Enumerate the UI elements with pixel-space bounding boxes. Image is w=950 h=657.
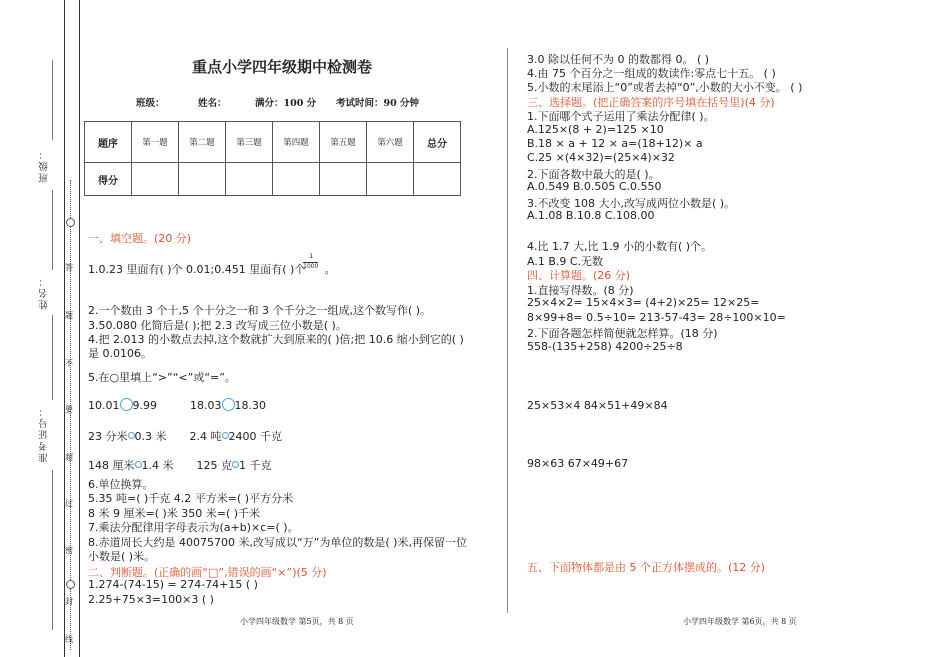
fill-q6-line2: 8 米 9 厘米=( )米 350 米=( )千米 bbox=[88, 507, 261, 520]
score-cell-q5: 第五题 bbox=[320, 122, 367, 163]
section-1-title: 一、填空题。(20 分) bbox=[88, 232, 192, 245]
full-marks: 满分：100 分 bbox=[255, 98, 317, 109]
compare-row-3 bbox=[88, 457, 272, 473]
fill-q6: 6.单位换算。 bbox=[88, 478, 154, 491]
seal-char-5: 超 bbox=[65, 453, 73, 462]
class-label: 班级： bbox=[39, 148, 50, 183]
score-input[interactable] bbox=[132, 163, 179, 196]
seal-char-7: 密 bbox=[65, 546, 73, 555]
fill-q5: 5.在○里填上“>”“<”或“=”。 bbox=[88, 371, 236, 384]
score-input[interactable] bbox=[179, 163, 226, 196]
fill-q1-end: 。 bbox=[324, 263, 336, 276]
judge-q2: 2.25+75×3=100×3 ( ) bbox=[88, 593, 214, 606]
choice-q1-c: C.25 ×(4×32)=(25×4)×32 bbox=[527, 151, 675, 164]
judge-q1: 1.274-(74-15) = 274-74+15 ( ) bbox=[88, 578, 258, 591]
compare-circle[interactable] bbox=[232, 461, 239, 468]
score-cell-label: 题序 bbox=[85, 122, 132, 163]
calc-q2-row3: 98×63 67×49+67 bbox=[527, 457, 629, 470]
compare-right: 0.3 米 bbox=[134, 430, 167, 443]
seal-char-9: 线 bbox=[65, 635, 73, 644]
score-input[interactable] bbox=[320, 163, 367, 196]
fill-q1 bbox=[88, 253, 336, 277]
fill-q8-line1: 8.赤道周长大约是 40075700 米,改写成以“万”为单位的数是( )米,再保留一位 bbox=[88, 536, 467, 549]
choice-q1-a: A.125×(8 + 2)=125 ×10 bbox=[527, 123, 664, 136]
score-cell-q2: 第二题 bbox=[179, 122, 226, 163]
calc-q1: 1.直接写得数。(8 分) bbox=[527, 284, 634, 297]
compare-left: 148 厘米 bbox=[88, 459, 135, 472]
binding-border-line bbox=[64, 0, 65, 657]
fraction-denominator: 1000 bbox=[303, 263, 319, 271]
compare-right: 1 千克 bbox=[239, 459, 272, 472]
choice-q4-options: A.1 B.9 C.无数 bbox=[527, 255, 604, 268]
score-input[interactable] bbox=[226, 163, 273, 196]
class-field: 班级： bbox=[136, 98, 165, 109]
compare-left: 10.01 bbox=[88, 399, 120, 412]
fill-q8-line2: 小数是( )米。 bbox=[88, 550, 156, 563]
compare-right: 2400 千克 bbox=[228, 430, 282, 443]
score-cell-q4: 第四题 bbox=[273, 122, 320, 163]
score-input[interactable] bbox=[367, 163, 414, 196]
compare-row-1 bbox=[88, 398, 266, 412]
calc-q1-row1: 25×4×2= 15×4×3= (4+2)×25= 12×25= bbox=[527, 296, 760, 309]
compare-circle[interactable] bbox=[120, 398, 133, 411]
fraction-numerator: 1 bbox=[309, 253, 314, 261]
section-5-title: 五、下面物体都是由 5 个正方体摆成的。(12 分) bbox=[527, 561, 766, 574]
binding-border-line-inner bbox=[79, 0, 80, 657]
calc-q2-row1: 558-(135+258) 4200÷25÷8 bbox=[527, 340, 683, 353]
fill-q4-line2: 是 0.0106。 bbox=[88, 347, 152, 360]
footer-left: 小学四年级数学 第5页，共 8 页 bbox=[240, 617, 354, 626]
fill-q7: 7.乘法分配律用字母表示为(a+b)×c=( )。 bbox=[88, 521, 299, 534]
exam-no-underline-2 bbox=[52, 470, 53, 630]
fill-q1-text: 1.0.23 里面有( )个 0.01;0.451 里面有( )个 bbox=[88, 263, 306, 276]
seal-char-2: 题 bbox=[65, 311, 73, 320]
seal-hole-bottom bbox=[66, 580, 75, 589]
score-input[interactable] bbox=[273, 163, 320, 196]
compare-right: 9.99 bbox=[132, 399, 157, 412]
score-input[interactable] bbox=[414, 163, 461, 196]
seal-char-1: 答 bbox=[65, 263, 73, 272]
calc-q1-row2: 8×99+8= 0.5÷10= 213-57-43= 28÷100×10= bbox=[527, 311, 786, 324]
score-row-label: 得分 bbox=[85, 163, 132, 196]
seal-char-3: 不 bbox=[65, 359, 73, 368]
fill-q2: 2.一个数由 3 个十,5 个十分之一和 3 个千分之一组成,这个数写作( )。 bbox=[88, 304, 432, 317]
compare-circle[interactable] bbox=[222, 398, 235, 411]
calc-q2: 2.下面各题怎样简便就怎样算。(18 分) bbox=[527, 327, 718, 340]
class-underline bbox=[52, 60, 53, 140]
score-cell-q3: 第三题 bbox=[226, 122, 273, 163]
score-table bbox=[84, 121, 461, 196]
seal-char-6: 过 bbox=[65, 499, 73, 508]
seal-char-8: 封 bbox=[65, 597, 73, 606]
fill-q3: 3.50.080 化简后是( );把 2.3 改写成三位小数是( )。 bbox=[88, 319, 347, 332]
fraction bbox=[303, 253, 318, 270]
choice-q4: 4.比 1.7 大,比 1.9 小的小数有( )个。 bbox=[527, 240, 713, 253]
section-2-title: 二、判断题。(正确的画“□”,错误的画“×”)(5 分) bbox=[88, 566, 327, 579]
choice-q3: 3.不改变 108 大小,改写成两位小数是( )。 bbox=[527, 197, 736, 210]
compare-left: 2.4 吨 bbox=[189, 430, 222, 443]
choice-q2: 2.下面各数中最大的是( )。 bbox=[527, 168, 660, 181]
judge-q3: 3.0 除以任何不为 0 的数都得 0。 ( ) bbox=[527, 53, 710, 66]
choice-q2-options: A.0.549 B.0.505 C.0.550 bbox=[527, 180, 662, 193]
compare-right: 1.4 米 bbox=[141, 459, 174, 472]
seal-hole-top bbox=[66, 218, 75, 227]
compare-circle[interactable] bbox=[135, 461, 142, 468]
exam-no-underline bbox=[52, 315, 53, 400]
compare-circle[interactable] bbox=[128, 432, 135, 439]
name-underline bbox=[52, 190, 53, 270]
footer-right: 小学四年级数学 第6页，共 8 页 bbox=[683, 617, 797, 626]
compare-left: 125 克 bbox=[196, 459, 232, 472]
name-field: 姓名： bbox=[198, 98, 227, 109]
choice-q1: 1.下面哪个式子运用了乘法分配律( )。 bbox=[527, 110, 715, 123]
score-value-row bbox=[85, 163, 461, 196]
score-header-row bbox=[85, 122, 461, 163]
fill-q4-line1: 4.把 2.013 的小数点去掉,这个数就扩大到原来的( )倍;把 10.6 缩小到它的( ) bbox=[88, 333, 464, 346]
compare-circle[interactable] bbox=[222, 432, 229, 439]
calc-q2-row2: 25×53×4 84×51+49×84 bbox=[527, 399, 668, 412]
section-4-title: 四、计算题。(26 分) bbox=[527, 269, 631, 282]
choice-q1-b: B.18 × a + 12 × a=(18+12)× a bbox=[527, 137, 703, 150]
score-cell-total: 总分 bbox=[414, 122, 461, 163]
compare-left: 18.03 bbox=[190, 399, 222, 412]
compare-row-2 bbox=[88, 428, 282, 444]
exam-no-label: 准考证号： bbox=[39, 405, 50, 463]
exam-time: 考试时间：90 分钟 bbox=[336, 98, 420, 109]
score-cell-q1: 第一题 bbox=[132, 122, 179, 163]
judge-q5: 5.小数的末尾添上“0”或者去掉“0”,小数的大小不变。 ( ) bbox=[527, 81, 803, 94]
column-divider bbox=[507, 48, 508, 613]
compare-left: 23 分米 bbox=[88, 430, 128, 443]
fill-q6-line1: 5.35 吨=( )千克 4.2 平方米=( )平方分米 bbox=[88, 492, 294, 505]
judge-q4: 4.由 75 个百分之一组成的数读作:零点七十五。 ( ) bbox=[527, 67, 776, 80]
choice-q3-options: A.1.08 B.10.8 C.108.00 bbox=[527, 209, 655, 222]
name-label: 姓名： bbox=[39, 275, 50, 310]
compare-right: 18.30 bbox=[234, 399, 266, 412]
section-3-title: 三、选择题。(把正确答案的序号填在括号里)(4 分) bbox=[527, 96, 775, 109]
page-title: 重点小学四年级期中检测卷 bbox=[192, 58, 373, 76]
seal-char-4: 要 bbox=[65, 405, 73, 414]
score-cell-q6: 第六题 bbox=[367, 122, 414, 163]
